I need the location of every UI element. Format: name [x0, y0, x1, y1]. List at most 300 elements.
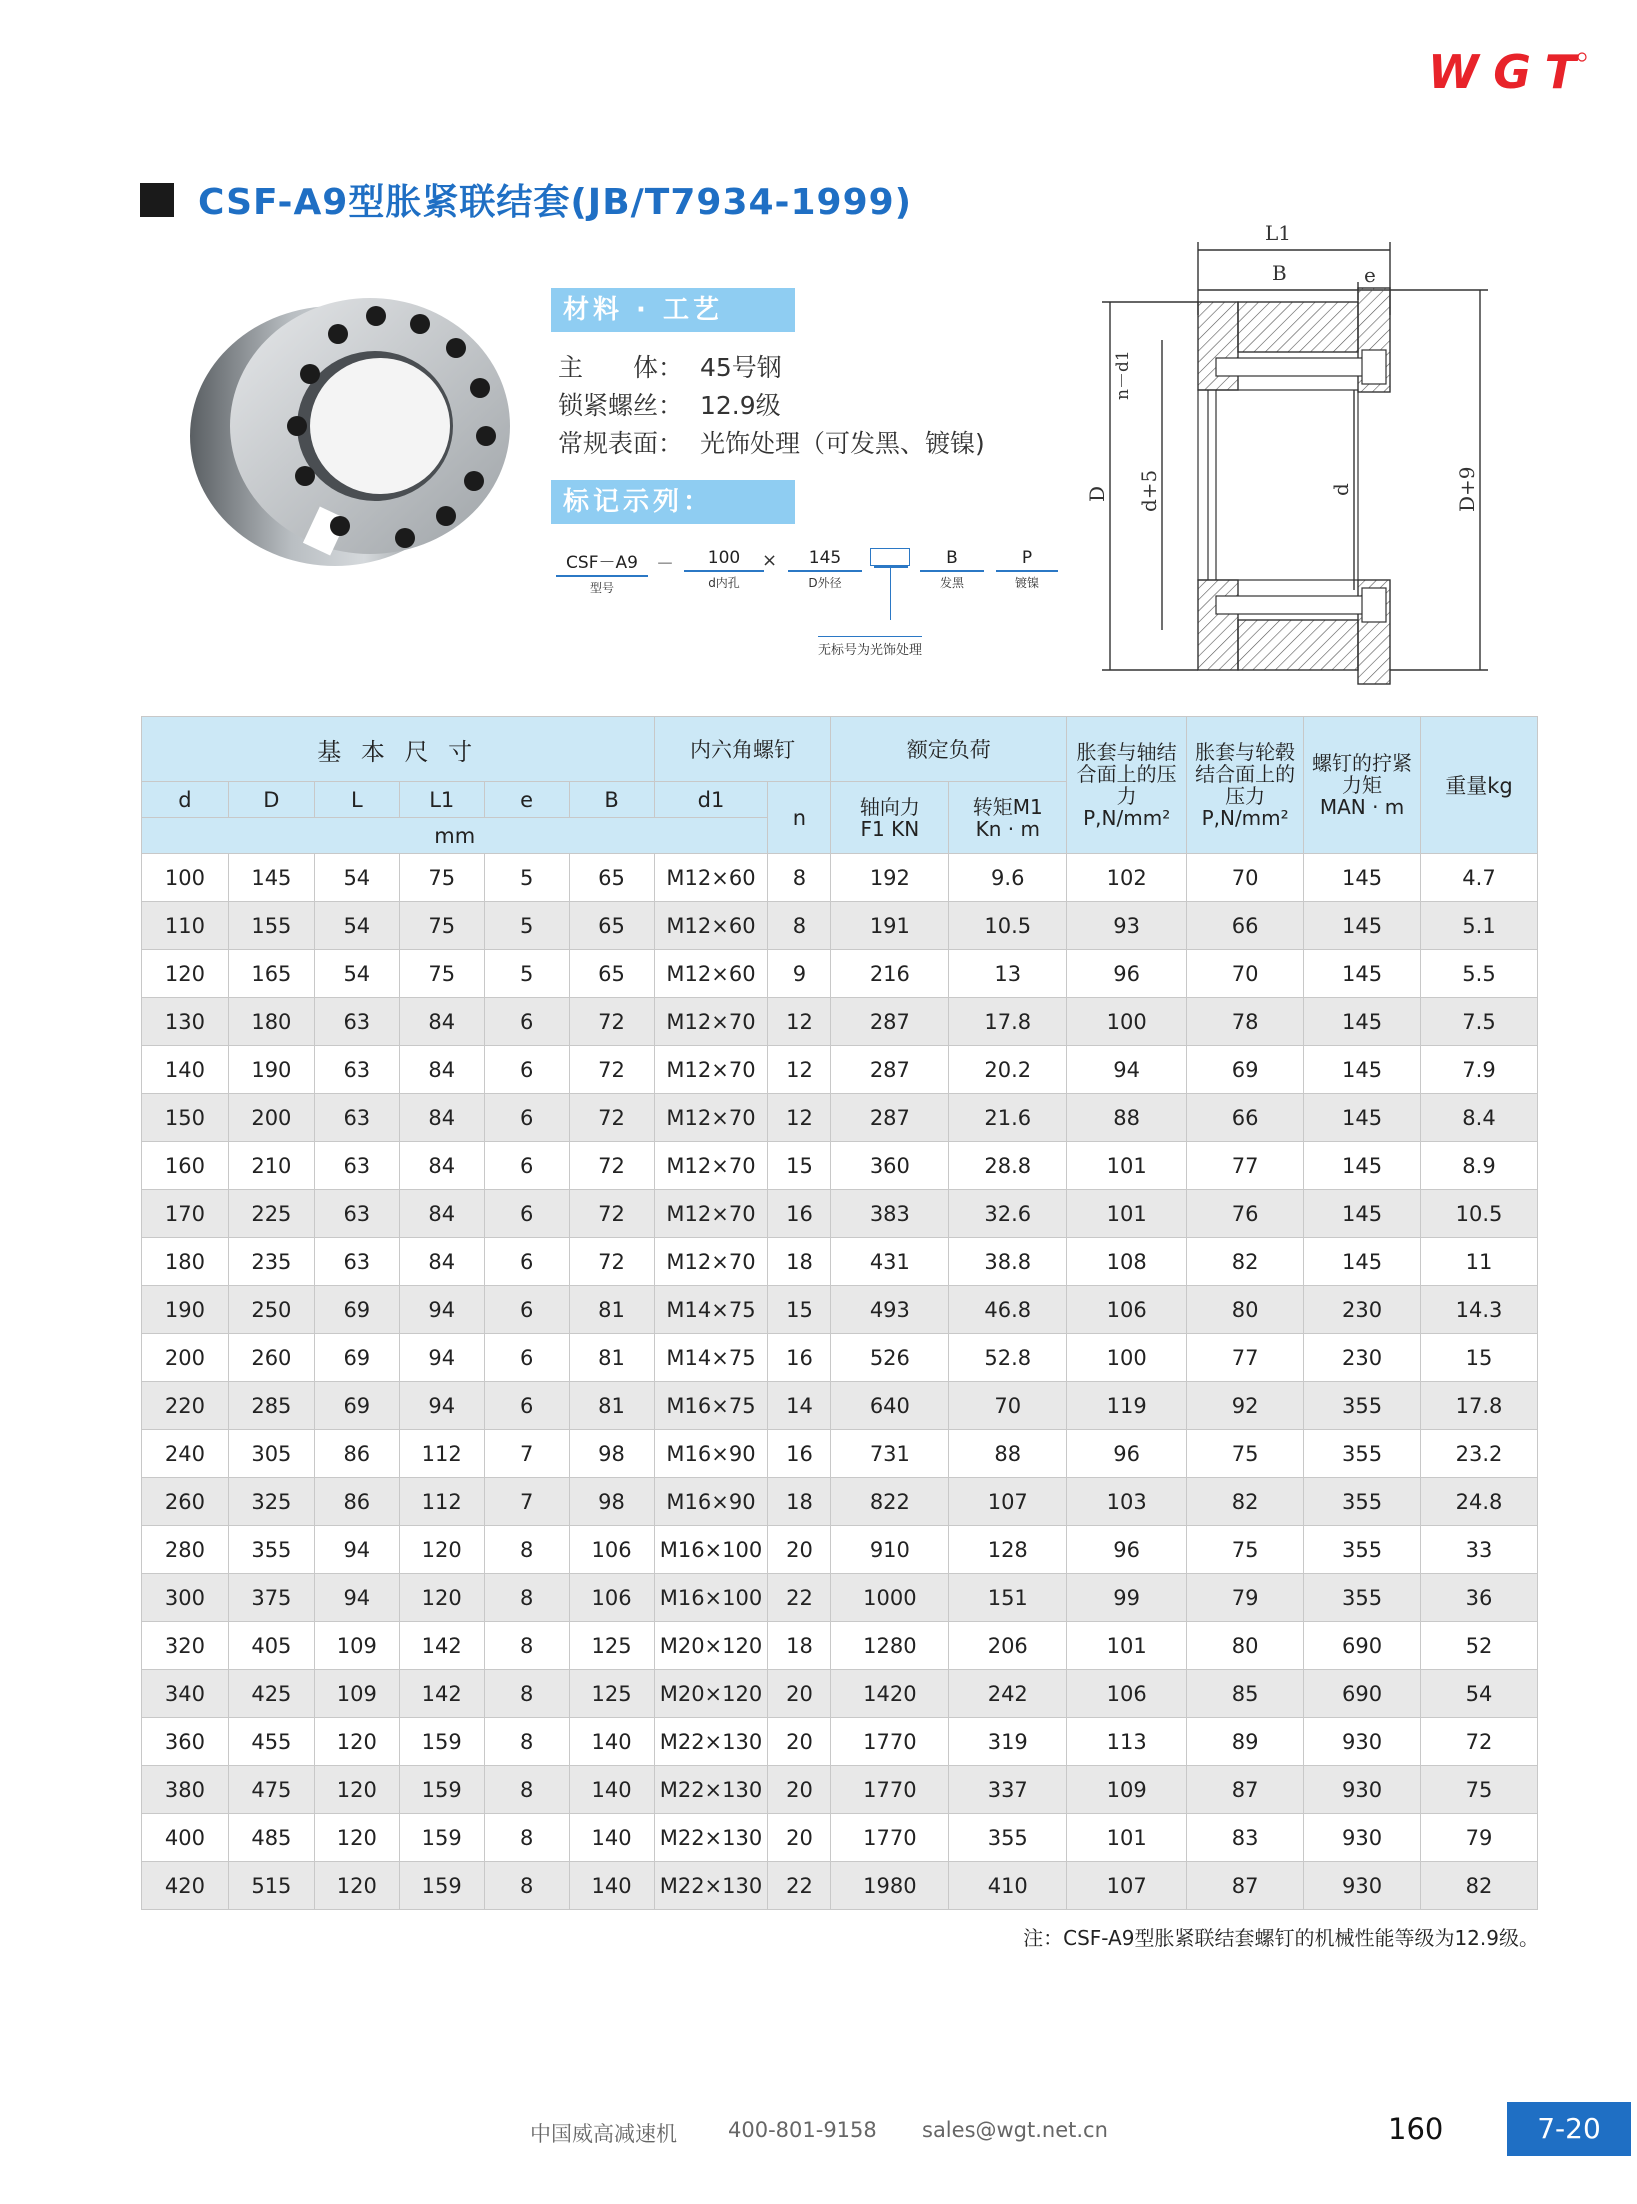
table-cell: 21.6	[949, 1094, 1067, 1142]
dim-e: e	[1364, 263, 1376, 287]
table-row	[142, 1862, 1538, 1910]
table-cell: 822	[831, 1478, 949, 1526]
table-cell: 1770	[831, 1718, 949, 1766]
table-cell: 930	[1304, 1718, 1421, 1766]
mark-item-model: CSF－A9 型号	[556, 548, 648, 596]
col-torque: 转矩M1 Kn · m	[949, 782, 1067, 854]
table-cell: M12×60	[654, 950, 768, 998]
table-cell: 54	[314, 854, 399, 902]
table-cell: 526	[831, 1334, 949, 1382]
table-cell: 99	[1067, 1574, 1187, 1622]
table-cell: 89	[1187, 1718, 1304, 1766]
mark-item-outer: 145 D外径	[788, 548, 862, 591]
col-B: B	[569, 782, 654, 818]
table-cell: 8	[484, 1718, 569, 1766]
table-cell: 46.8	[949, 1286, 1067, 1334]
header-screw: 内六角螺钉	[654, 717, 831, 782]
table-cell: 340	[142, 1670, 229, 1718]
table-cell: 125	[569, 1670, 654, 1718]
table-cell: 380	[142, 1766, 229, 1814]
table-cell: 69	[314, 1334, 399, 1382]
mark-box-leader-v	[890, 568, 891, 620]
table-cell: M14×75	[654, 1334, 768, 1382]
table-cell: 63	[314, 998, 399, 1046]
mark-item-black: B 发黑	[920, 548, 984, 591]
table-cell: 225	[228, 1190, 314, 1238]
table-cell: 20	[768, 1718, 831, 1766]
table-cell: 20	[768, 1766, 831, 1814]
table-cell: 87	[1187, 1766, 1304, 1814]
table-cell: 145	[1304, 998, 1421, 1046]
table-cell: M12×70	[654, 1190, 768, 1238]
table-cell: 12	[768, 1094, 831, 1142]
table-cell: 82	[1187, 1238, 1304, 1286]
table-cell: 102	[1067, 854, 1187, 902]
table-cell: 130	[142, 998, 229, 1046]
table-cell: 94	[314, 1574, 399, 1622]
table-cell: 9.6	[949, 854, 1067, 902]
table-cell: 165	[228, 950, 314, 998]
table-cell: 14	[768, 1382, 831, 1430]
col-D: D	[228, 782, 314, 818]
table-cell: 6	[484, 1190, 569, 1238]
table-cell: 101	[1067, 1622, 1187, 1670]
table-cell: 410	[949, 1862, 1067, 1910]
table-cell: 106	[569, 1574, 654, 1622]
table-cell: 242	[949, 1670, 1067, 1718]
title-row	[140, 174, 912, 225]
table-cell: 63	[314, 1094, 399, 1142]
table-cell: 8.4	[1420, 1094, 1537, 1142]
table-cell: 420	[142, 1862, 229, 1910]
table-cell: 216	[831, 950, 949, 998]
table-cell: 8	[484, 1574, 569, 1622]
table-cell: 145	[1304, 1094, 1421, 1142]
table-cell: 159	[399, 1862, 484, 1910]
footer-email[interactable]: sales@wgt.net.cn	[922, 2118, 1108, 2142]
header-basic: 基 本 尺 寸	[142, 717, 655, 782]
mark-item-bore: 100 d内孔	[684, 548, 764, 591]
table-cell: 85	[1187, 1670, 1304, 1718]
table-cell: M20×120	[654, 1670, 768, 1718]
table-cell: 287	[831, 1094, 949, 1142]
table-row	[142, 1670, 1538, 1718]
table-cell: 16	[768, 1190, 831, 1238]
table-cell: 145	[1304, 1238, 1421, 1286]
table-cell: M12×70	[654, 1238, 768, 1286]
table-cell: M16×100	[654, 1574, 768, 1622]
table-cell: 82	[1420, 1862, 1537, 1910]
table-cell: 170	[142, 1190, 229, 1238]
table-cell: 92	[1187, 1382, 1304, 1430]
table-cell: 8	[484, 1670, 569, 1718]
table-cell: 70	[949, 1382, 1067, 1430]
table-cell: 54	[314, 902, 399, 950]
mark-item-nickel: P 镀镍	[996, 548, 1058, 591]
table-cell: 84	[399, 998, 484, 1046]
title-marker	[140, 183, 174, 217]
mark-dash: －	[656, 554, 674, 575]
table-cell: 150	[142, 1094, 229, 1142]
table-cell: 155	[228, 902, 314, 950]
table-cell: 375	[228, 1574, 314, 1622]
table-cell: 6	[484, 1238, 569, 1286]
table-cell: 690	[1304, 1622, 1421, 1670]
table-cell: 20.2	[949, 1046, 1067, 1094]
table-cell: 72	[569, 1046, 654, 1094]
table-cell: 360	[142, 1718, 229, 1766]
table-row	[142, 1286, 1538, 1334]
table-cell: 1980	[831, 1862, 949, 1910]
table-cell: 145	[1304, 1046, 1421, 1094]
table-cell: 145	[1304, 950, 1421, 998]
table-cell: 15	[768, 1142, 831, 1190]
marking-heading: 标记示列：	[551, 480, 795, 524]
table-cell: 98	[569, 1478, 654, 1526]
table-cell: M16×90	[654, 1430, 768, 1478]
table-cell: 355	[1304, 1526, 1421, 1574]
table-cell: 79	[1420, 1814, 1537, 1862]
table-cell: 250	[228, 1286, 314, 1334]
table-cell: 22	[768, 1862, 831, 1910]
table-cell: 260	[142, 1478, 229, 1526]
table-cell: 88	[949, 1430, 1067, 1478]
col-d1: d1	[654, 782, 768, 818]
table-row	[142, 1094, 1538, 1142]
table-cell: 515	[228, 1862, 314, 1910]
table-cell: M14×75	[654, 1286, 768, 1334]
logo-text: WGT	[1428, 50, 1576, 94]
table-cell: 206	[949, 1622, 1067, 1670]
table-cell: 145	[1304, 902, 1421, 950]
table-cell: 305	[228, 1430, 314, 1478]
table-cell: 230	[1304, 1334, 1421, 1382]
col-n: n	[768, 782, 831, 854]
table-cell: 15	[1420, 1334, 1537, 1382]
table-cell: 100	[1067, 1334, 1187, 1382]
table-cell: 8	[768, 854, 831, 902]
table-cell: 109	[314, 1622, 399, 1670]
page-title: CSF-A9型胀紧联结套(JB/T7934-1999)	[198, 182, 913, 223]
table-cell: 13	[949, 950, 1067, 998]
table-cell: 140	[569, 1766, 654, 1814]
table-cell: 128	[949, 1526, 1067, 1574]
table-cell: 8	[484, 1862, 569, 1910]
table-row	[142, 950, 1538, 998]
table-cell: 5	[484, 854, 569, 902]
table-cell: 17.8	[1420, 1382, 1537, 1430]
table-cell: 100	[142, 854, 229, 902]
table-cell: 120	[314, 1718, 399, 1766]
table-cell: 23.2	[1420, 1430, 1537, 1478]
mark-times: ×	[762, 550, 778, 571]
table-cell: 4.7	[1420, 854, 1537, 902]
table-cell: 180	[228, 998, 314, 1046]
table-cell: 159	[399, 1814, 484, 1862]
dim-L1: L1	[1265, 221, 1292, 245]
table-cell: 38.8	[949, 1238, 1067, 1286]
table-cell: 6	[484, 1334, 569, 1382]
table-cell: 20	[768, 1814, 831, 1862]
table-cell: 81	[569, 1286, 654, 1334]
table-cell: 107	[949, 1478, 1067, 1526]
table-cell: 107	[1067, 1862, 1187, 1910]
table-cell: 72	[569, 1190, 654, 1238]
table-cell: 63	[314, 1190, 399, 1238]
table-cell: 287	[831, 1046, 949, 1094]
table-cell: 81	[569, 1382, 654, 1430]
table-cell: 84	[399, 1094, 484, 1142]
table-cell: 120	[314, 1814, 399, 1862]
table-cell: 493	[831, 1286, 949, 1334]
materials-heading: 材料 · 工艺	[551, 288, 795, 332]
table-cell: 320	[142, 1622, 229, 1670]
table-cell: 475	[228, 1766, 314, 1814]
table-cell: 145	[228, 854, 314, 902]
table-cell: 5.1	[1420, 902, 1537, 950]
table-cell: 94	[399, 1286, 484, 1334]
table-cell: 84	[399, 1238, 484, 1286]
table-row	[142, 1526, 1538, 1574]
table-row	[142, 998, 1538, 1046]
table-cell: 145	[1304, 854, 1421, 902]
table-cell: 1770	[831, 1766, 949, 1814]
table-cell: 930	[1304, 1862, 1421, 1910]
table-cell: 240	[142, 1430, 229, 1478]
table-cell: 86	[314, 1478, 399, 1526]
table-cell: 17.8	[949, 998, 1067, 1046]
table-cell: 120	[399, 1526, 484, 1574]
table-cell: 142	[399, 1670, 484, 1718]
table-cell: M22×130	[654, 1766, 768, 1814]
table-row	[142, 1190, 1538, 1238]
table-cell: 101	[1067, 1142, 1187, 1190]
table-cell: 355	[228, 1526, 314, 1574]
dim-D: D	[1085, 485, 1109, 502]
marking-example	[556, 548, 1076, 668]
table-cell: 66	[1187, 902, 1304, 950]
table-cell: M16×100	[654, 1526, 768, 1574]
table-cell: 106	[1067, 1286, 1187, 1334]
table-row	[142, 1718, 1538, 1766]
table-cell: 200	[228, 1094, 314, 1142]
table-cell: 14.3	[1420, 1286, 1537, 1334]
table-cell: M22×130	[654, 1814, 768, 1862]
table-cell: 84	[399, 1190, 484, 1238]
table-cell: 101	[1067, 1190, 1187, 1238]
table-cell: 8.9	[1420, 1142, 1537, 1190]
spec-row-body	[558, 348, 782, 384]
table-cell: 355	[1304, 1430, 1421, 1478]
table-cell: 54	[314, 950, 399, 998]
table-cell: 94	[1067, 1046, 1187, 1094]
table-cell: 18	[768, 1622, 831, 1670]
table-cell: 16	[768, 1334, 831, 1382]
table-cell: 6	[484, 1286, 569, 1334]
table-cell: 7	[484, 1430, 569, 1478]
table-cell: 112	[399, 1430, 484, 1478]
table-cell: 1420	[831, 1670, 949, 1718]
table-cell: 63	[314, 1046, 399, 1094]
spec-table	[141, 716, 1538, 1910]
table-cell: 355	[949, 1814, 1067, 1862]
table-cell: 9	[768, 950, 831, 998]
table-cell: 77	[1187, 1142, 1304, 1190]
table-cell: 22	[768, 1574, 831, 1622]
table-cell: 98	[569, 1430, 654, 1478]
table-row	[142, 1478, 1538, 1526]
table-cell: 325	[228, 1478, 314, 1526]
table-cell: 65	[569, 854, 654, 902]
table-cell: 100	[1067, 998, 1187, 1046]
col-L: L	[314, 782, 399, 818]
table-cell: 6	[484, 998, 569, 1046]
table-cell: 96	[1067, 1430, 1187, 1478]
unit-mm: mm	[142, 818, 768, 854]
table-cell: 70	[1187, 950, 1304, 998]
table-cell: 119	[1067, 1382, 1187, 1430]
table-cell: 120	[314, 1766, 399, 1814]
table-cell: 140	[569, 1814, 654, 1862]
table-cell: 16	[768, 1430, 831, 1478]
table-row	[142, 1622, 1538, 1670]
mark-surface-box	[870, 548, 910, 566]
table-cell: 69	[314, 1286, 399, 1334]
table-row	[142, 854, 1538, 902]
mark-box-note: 无标号为光饰处理	[818, 636, 922, 658]
dim-d5: d+5	[1137, 469, 1161, 512]
table-row	[142, 902, 1538, 950]
table-cell: 210	[228, 1142, 314, 1190]
table-cell: 260	[228, 1334, 314, 1382]
table-cell: 287	[831, 998, 949, 1046]
table-cell: 52	[1420, 1622, 1537, 1670]
table-cell: 235	[228, 1238, 314, 1286]
table-cell: 8	[768, 902, 831, 950]
table-cell: 6	[484, 1046, 569, 1094]
table-cell: 145	[1304, 1190, 1421, 1238]
spec-label: 主 体：	[558, 353, 684, 382]
table-cell: 96	[1067, 950, 1187, 998]
table-cell: 140	[569, 1862, 654, 1910]
dim-B: B	[1272, 261, 1287, 285]
col-L1: L1	[399, 782, 484, 818]
table-cell: 33	[1420, 1526, 1537, 1574]
table-row	[142, 1430, 1538, 1478]
table-cell: 108	[1067, 1238, 1187, 1286]
table-cell: 640	[831, 1382, 949, 1430]
table-cell: 75	[1187, 1430, 1304, 1478]
table-cell: 120	[399, 1574, 484, 1622]
table-cell: 110	[142, 902, 229, 950]
table-cell: 285	[228, 1382, 314, 1430]
table-cell: 69	[314, 1382, 399, 1430]
table-cell: 65	[569, 950, 654, 998]
table-cell: 106	[569, 1526, 654, 1574]
table-cell: 5	[484, 950, 569, 998]
table-cell: 1770	[831, 1814, 949, 1862]
table-cell: 405	[228, 1622, 314, 1670]
table-cell: M16×75	[654, 1382, 768, 1430]
table-row	[142, 1574, 1538, 1622]
table-cell: 11	[1420, 1238, 1537, 1286]
header-weight: 重量kg	[1420, 717, 1537, 854]
table-cell: 1280	[831, 1622, 949, 1670]
table-cell: 86	[314, 1430, 399, 1478]
table-cell: 69	[1187, 1046, 1304, 1094]
table-cell: 145	[1304, 1142, 1421, 1190]
spec-value: 光饰处理（可发黑、镀镍)	[700, 429, 985, 458]
table-cell: 20	[768, 1670, 831, 1718]
dim-d: d	[1329, 483, 1353, 496]
table-cell: M12×70	[654, 1094, 768, 1142]
table-cell: 15	[768, 1286, 831, 1334]
table-cell: 84	[399, 1046, 484, 1094]
table-cell: 12	[768, 1046, 831, 1094]
table-cell: 192	[831, 854, 949, 902]
table-row	[142, 1814, 1538, 1862]
table-cell: 120	[314, 1862, 399, 1910]
table-cell: 20	[768, 1526, 831, 1574]
table-cell: 103	[1067, 1478, 1187, 1526]
table-cell: 159	[399, 1766, 484, 1814]
table-cell: 10.5	[1420, 1190, 1537, 1238]
table-cell: 18	[768, 1478, 831, 1526]
product-photo	[180, 276, 510, 576]
table-cell: 109	[1067, 1766, 1187, 1814]
spec-label: 锁紧螺丝：	[558, 391, 684, 420]
table-cell: 72	[1420, 1718, 1537, 1766]
table-cell: 425	[228, 1670, 314, 1718]
col-axial: 轴向力 F1 KN	[831, 782, 949, 854]
table-cell: 65	[569, 902, 654, 950]
table-cell: 230	[1304, 1286, 1421, 1334]
dim-nd1: n－d1	[1113, 350, 1133, 400]
table-cell: 930	[1304, 1766, 1421, 1814]
table-cell: 731	[831, 1430, 949, 1478]
section-tab: 7-20	[1507, 2102, 1631, 2156]
table-row	[142, 1238, 1538, 1286]
table-cell: 142	[399, 1622, 484, 1670]
table-cell: 66	[1187, 1094, 1304, 1142]
table-cell: 7.9	[1420, 1046, 1537, 1094]
table-cell: 52.8	[949, 1334, 1067, 1382]
table-cell: 191	[831, 902, 949, 950]
header-screw-torque: 螺钉的拧紧力矩 MAN · m	[1304, 717, 1421, 854]
table-cell: 94	[399, 1334, 484, 1382]
table-cell: 159	[399, 1718, 484, 1766]
table-cell: 360	[831, 1142, 949, 1190]
table-row	[142, 1334, 1538, 1382]
table-cell: 76	[1187, 1190, 1304, 1238]
table-cell: M12×60	[654, 902, 768, 950]
table-cell: M12×70	[654, 998, 768, 1046]
table-cell: 94	[399, 1382, 484, 1430]
table-cell: 75	[1187, 1526, 1304, 1574]
table-cell: 113	[1067, 1718, 1187, 1766]
spec-row-screw	[558, 386, 781, 422]
table-cell: 140	[142, 1046, 229, 1094]
table-cell: 319	[949, 1718, 1067, 1766]
table-cell: 112	[399, 1478, 484, 1526]
table-cell: 8	[484, 1622, 569, 1670]
table-cell: 32.6	[949, 1190, 1067, 1238]
table-cell: 6	[484, 1382, 569, 1430]
table-cell: 930	[1304, 1814, 1421, 1862]
table-cell: 24.8	[1420, 1478, 1537, 1526]
table-cell: 431	[831, 1238, 949, 1286]
table-cell: 355	[1304, 1382, 1421, 1430]
